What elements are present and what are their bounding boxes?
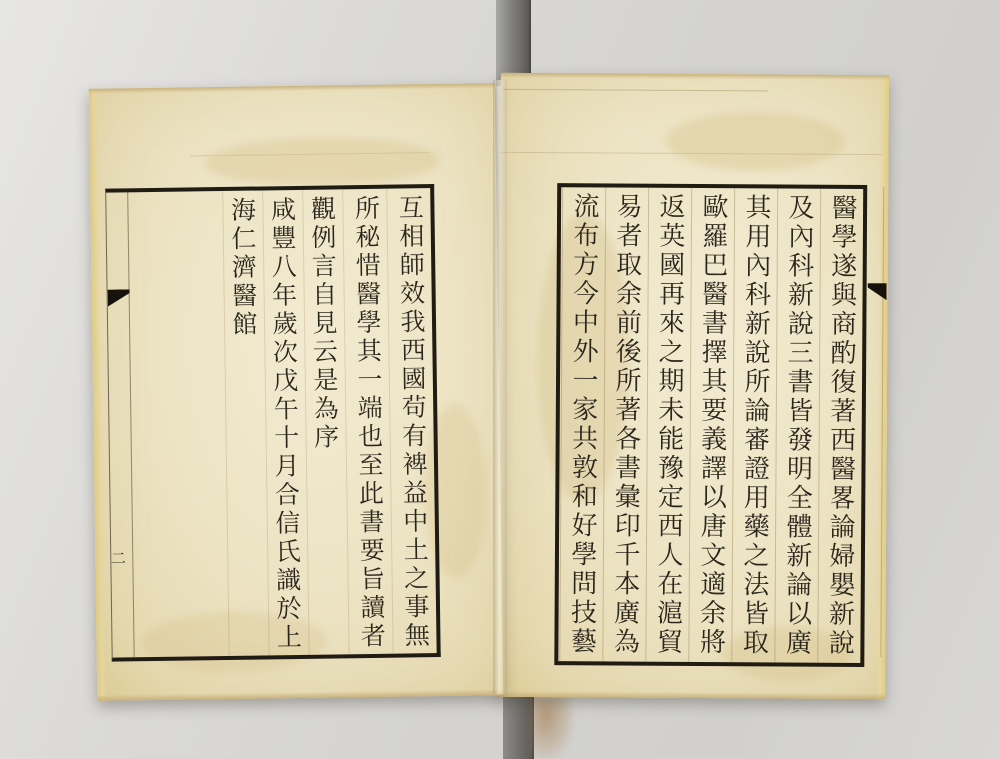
book-stand-bar-bottom [503,692,534,759]
text-column: 互相師效我西國茍有裨益中土之事無 [386,188,436,654]
left-page-top-edge [89,83,495,94]
right-page-text-block [558,187,863,663]
stacked-leaf-edge [503,89,768,92]
text-column: 其用內科新說所論審證用藥之法皆取 [731,188,777,662]
fishtail-mark-icon [868,283,887,300]
left-page-text-block [109,188,436,657]
left-page-bottom-edge [97,689,503,701]
left-page [89,83,504,701]
left-page-fold-edge [89,89,107,701]
page-gutter [493,80,507,694]
right-page-top-edge [501,73,889,80]
text-column: 海仁濟醫館 [222,190,268,656]
text-column: 歐羅巴醫書擇其要義譯以唐文適余將 [688,188,734,662]
text-column: 及內科新說三書皆發明全體新論以廣 [774,189,820,663]
text-column: 返英國再來之期未能豫定西人在滬貿 [645,188,691,662]
text-column: 咸豐八年歲次戊午十月合信氏識於上 [262,190,308,656]
foxing-stain [665,112,845,171]
text-column: 醫學遂與商酌復著西醫畧論婦嬰新說 [817,189,863,663]
text-column: 觀例言自見云是為序 [302,189,348,655]
text-column: 易者取余前後所著各書彙印千本廣為 [602,187,648,661]
right-page [497,73,889,699]
text-column: 流布方今中外一家共敦和好學問技藝 [559,187,605,661]
text-column: 所秘惜醫學其一端也至此書要旨讀者 [342,189,392,655]
folio-number: 二 [110,549,126,568]
background-stain [531,696,573,759]
foxing-stain [204,136,440,187]
